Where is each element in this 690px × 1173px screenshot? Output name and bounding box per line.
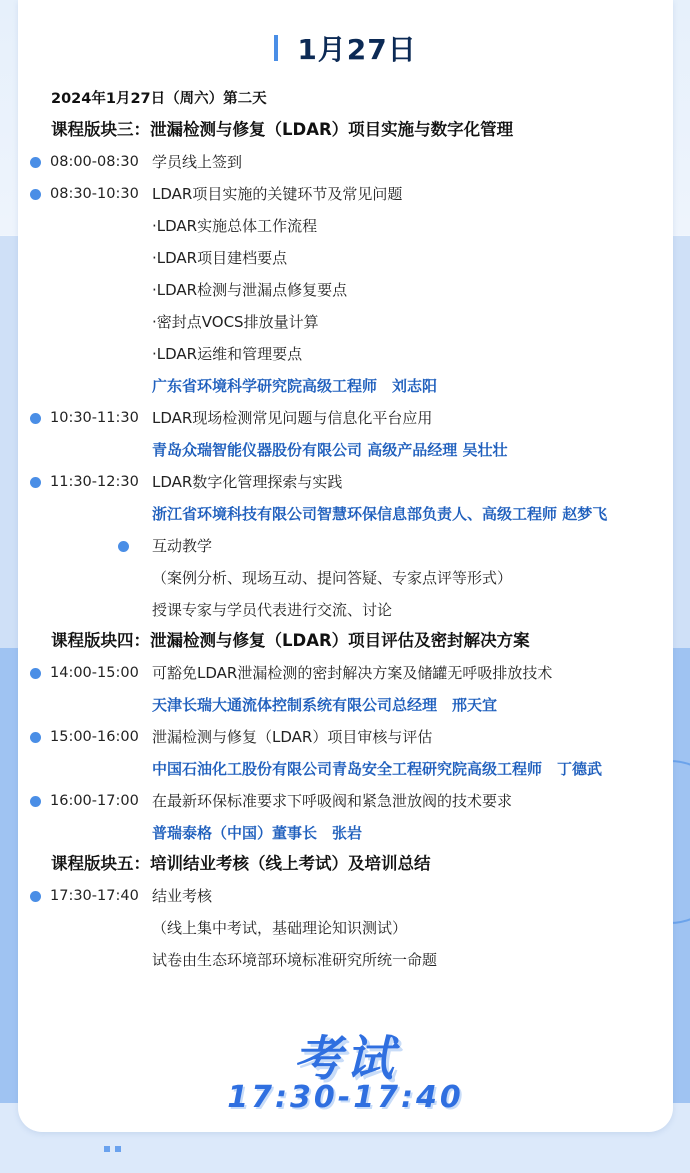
bullet-dot [30, 413, 41, 424]
sub-item-row [18, 306, 673, 338]
speaker-name: 广东省环境科学研究院高级工程师 刘志阳 [152, 377, 438, 395]
sub-item: 试卷由生态环境部环境标准研究所统一命题 [152, 951, 438, 969]
speaker-row [18, 434, 673, 466]
session-desc: 在最新环保标准要求下呼吸阀和紧急泄放阀的技术要求 [152, 792, 513, 810]
sub-item-row [18, 912, 673, 944]
sub-item: （线上集中考试，基础理论知识测试） [152, 919, 408, 937]
sub-item-row [18, 274, 673, 306]
speaker-row [18, 689, 673, 721]
speaker-row [18, 370, 673, 402]
sub-item-row [18, 594, 673, 626]
session-time: 16:00-17:00 [50, 793, 139, 809]
sub-item-row [18, 944, 673, 976]
page-title: 1月27日 [297, 33, 417, 66]
speaker-name: 浙江省环境科技有限公司智慧环保信息部负责人、高级工程师 赵梦飞 [152, 505, 608, 523]
session-desc: 结业考核 [152, 887, 213, 905]
sub-item-row [18, 338, 673, 370]
exam-banner-time: 17:30-17:40 [227, 1080, 464, 1115]
module-heading-row [18, 114, 673, 146]
sub-item: ·LDAR项目建档要点 [152, 249, 288, 267]
session-time: 17:30-17:40 [50, 888, 139, 904]
speaker-row [18, 498, 673, 530]
bullet-dot [118, 541, 129, 552]
session-desc: LDAR项目实施的关键环节及常见问题 [152, 185, 403, 203]
session-time: 10:30-11:30 [50, 410, 139, 426]
sub-item-row [18, 242, 673, 274]
session-time: 08:00-08:30 [50, 154, 139, 170]
schedule-row [18, 880, 673, 912]
sub-item-row [18, 562, 673, 594]
speaker-name: 中国石油化工股份有限公司青岛安全工程研究院高级工程师 丁德武 [152, 760, 603, 778]
schedule-row [18, 657, 673, 689]
sub-item: ·LDAR检测与泄漏点修复要点 [152, 281, 348, 299]
session-time: 14:00-15:00 [50, 665, 139, 681]
bullet-dot [30, 477, 41, 488]
sub-item: （案例分析、现场互动、提问答疑、专家点评等形式） [152, 569, 513, 587]
bullet-dot [30, 189, 41, 200]
sub-item: 授课专家与学员代表进行交流、讨论 [152, 601, 393, 619]
exam-banner-title: 考试 [293, 1031, 398, 1087]
date-row [18, 83, 673, 115]
decorative-dots [104, 1137, 132, 1147]
module-heading-row [18, 625, 673, 657]
session-desc: 泄漏检测与修复（LDAR）项目审核与评估 [152, 728, 433, 746]
session-desc: LDAR现场检测常见问题与信息化平台应用 [152, 409, 433, 427]
session-desc: 可豁免LDAR泄漏检测的密封解决方案及储罐无呼吸排放技术 [152, 664, 553, 682]
date-line: 2024年1月27日（周六）第二天 [51, 91, 267, 107]
session-desc: 学员线上签到 [152, 153, 243, 171]
module-heading: 课程版块五：培训结业考核（线上考试）及培训总结 [51, 854, 431, 873]
title-accent-bar [274, 35, 278, 61]
module-heading: 课程版块三：泄漏检测与修复（LDAR）项目实施与数字化管理 [51, 120, 514, 139]
schedule-row [18, 721, 673, 753]
bullet-dot [30, 732, 41, 743]
speaker-name: 天津长瑞大通流体控制系统有限公司总经理 邢天宜 [152, 696, 498, 714]
schedule-card [18, 0, 673, 1132]
bullet-dot [30, 668, 41, 679]
bullet-dot [30, 891, 41, 902]
bullet-dot [30, 796, 41, 807]
bullet-dot [30, 157, 41, 168]
session-time: 11:30-12:30 [50, 474, 139, 490]
schedule-row [18, 530, 673, 562]
module-heading: 课程版块四：泄漏检测与修复（LDAR）项目评估及密封解决方案 [51, 631, 530, 650]
session-desc: LDAR数字化管理探索与实践 [152, 473, 343, 491]
schedule-row [18, 146, 673, 178]
title-area [18, 28, 673, 68]
speaker-row [18, 753, 673, 785]
speaker-name: 青岛众瑞智能仪器股份有限公司 高级产品经理 吴壮壮 [152, 441, 508, 459]
module-heading-row [18, 848, 673, 880]
schedule-row [18, 466, 673, 498]
sub-item: ·密封点VOCS排放量计算 [152, 313, 319, 331]
speaker-name: 普瑞泰格（中国）董事长 张岩 [152, 824, 363, 842]
schedule-row [18, 402, 673, 434]
schedule-row [18, 785, 673, 817]
session-time: 08:30-10:30 [50, 186, 139, 202]
sub-item: ·LDAR运维和管理要点 [152, 345, 303, 363]
speaker-row [18, 817, 673, 849]
sub-item: ·LDAR实施总体工作流程 [152, 217, 318, 235]
schedule-row [18, 178, 673, 210]
sub-item-row [18, 210, 673, 242]
session-time: 15:00-16:00 [50, 729, 139, 745]
session-desc: 互动教学 [152, 537, 213, 555]
